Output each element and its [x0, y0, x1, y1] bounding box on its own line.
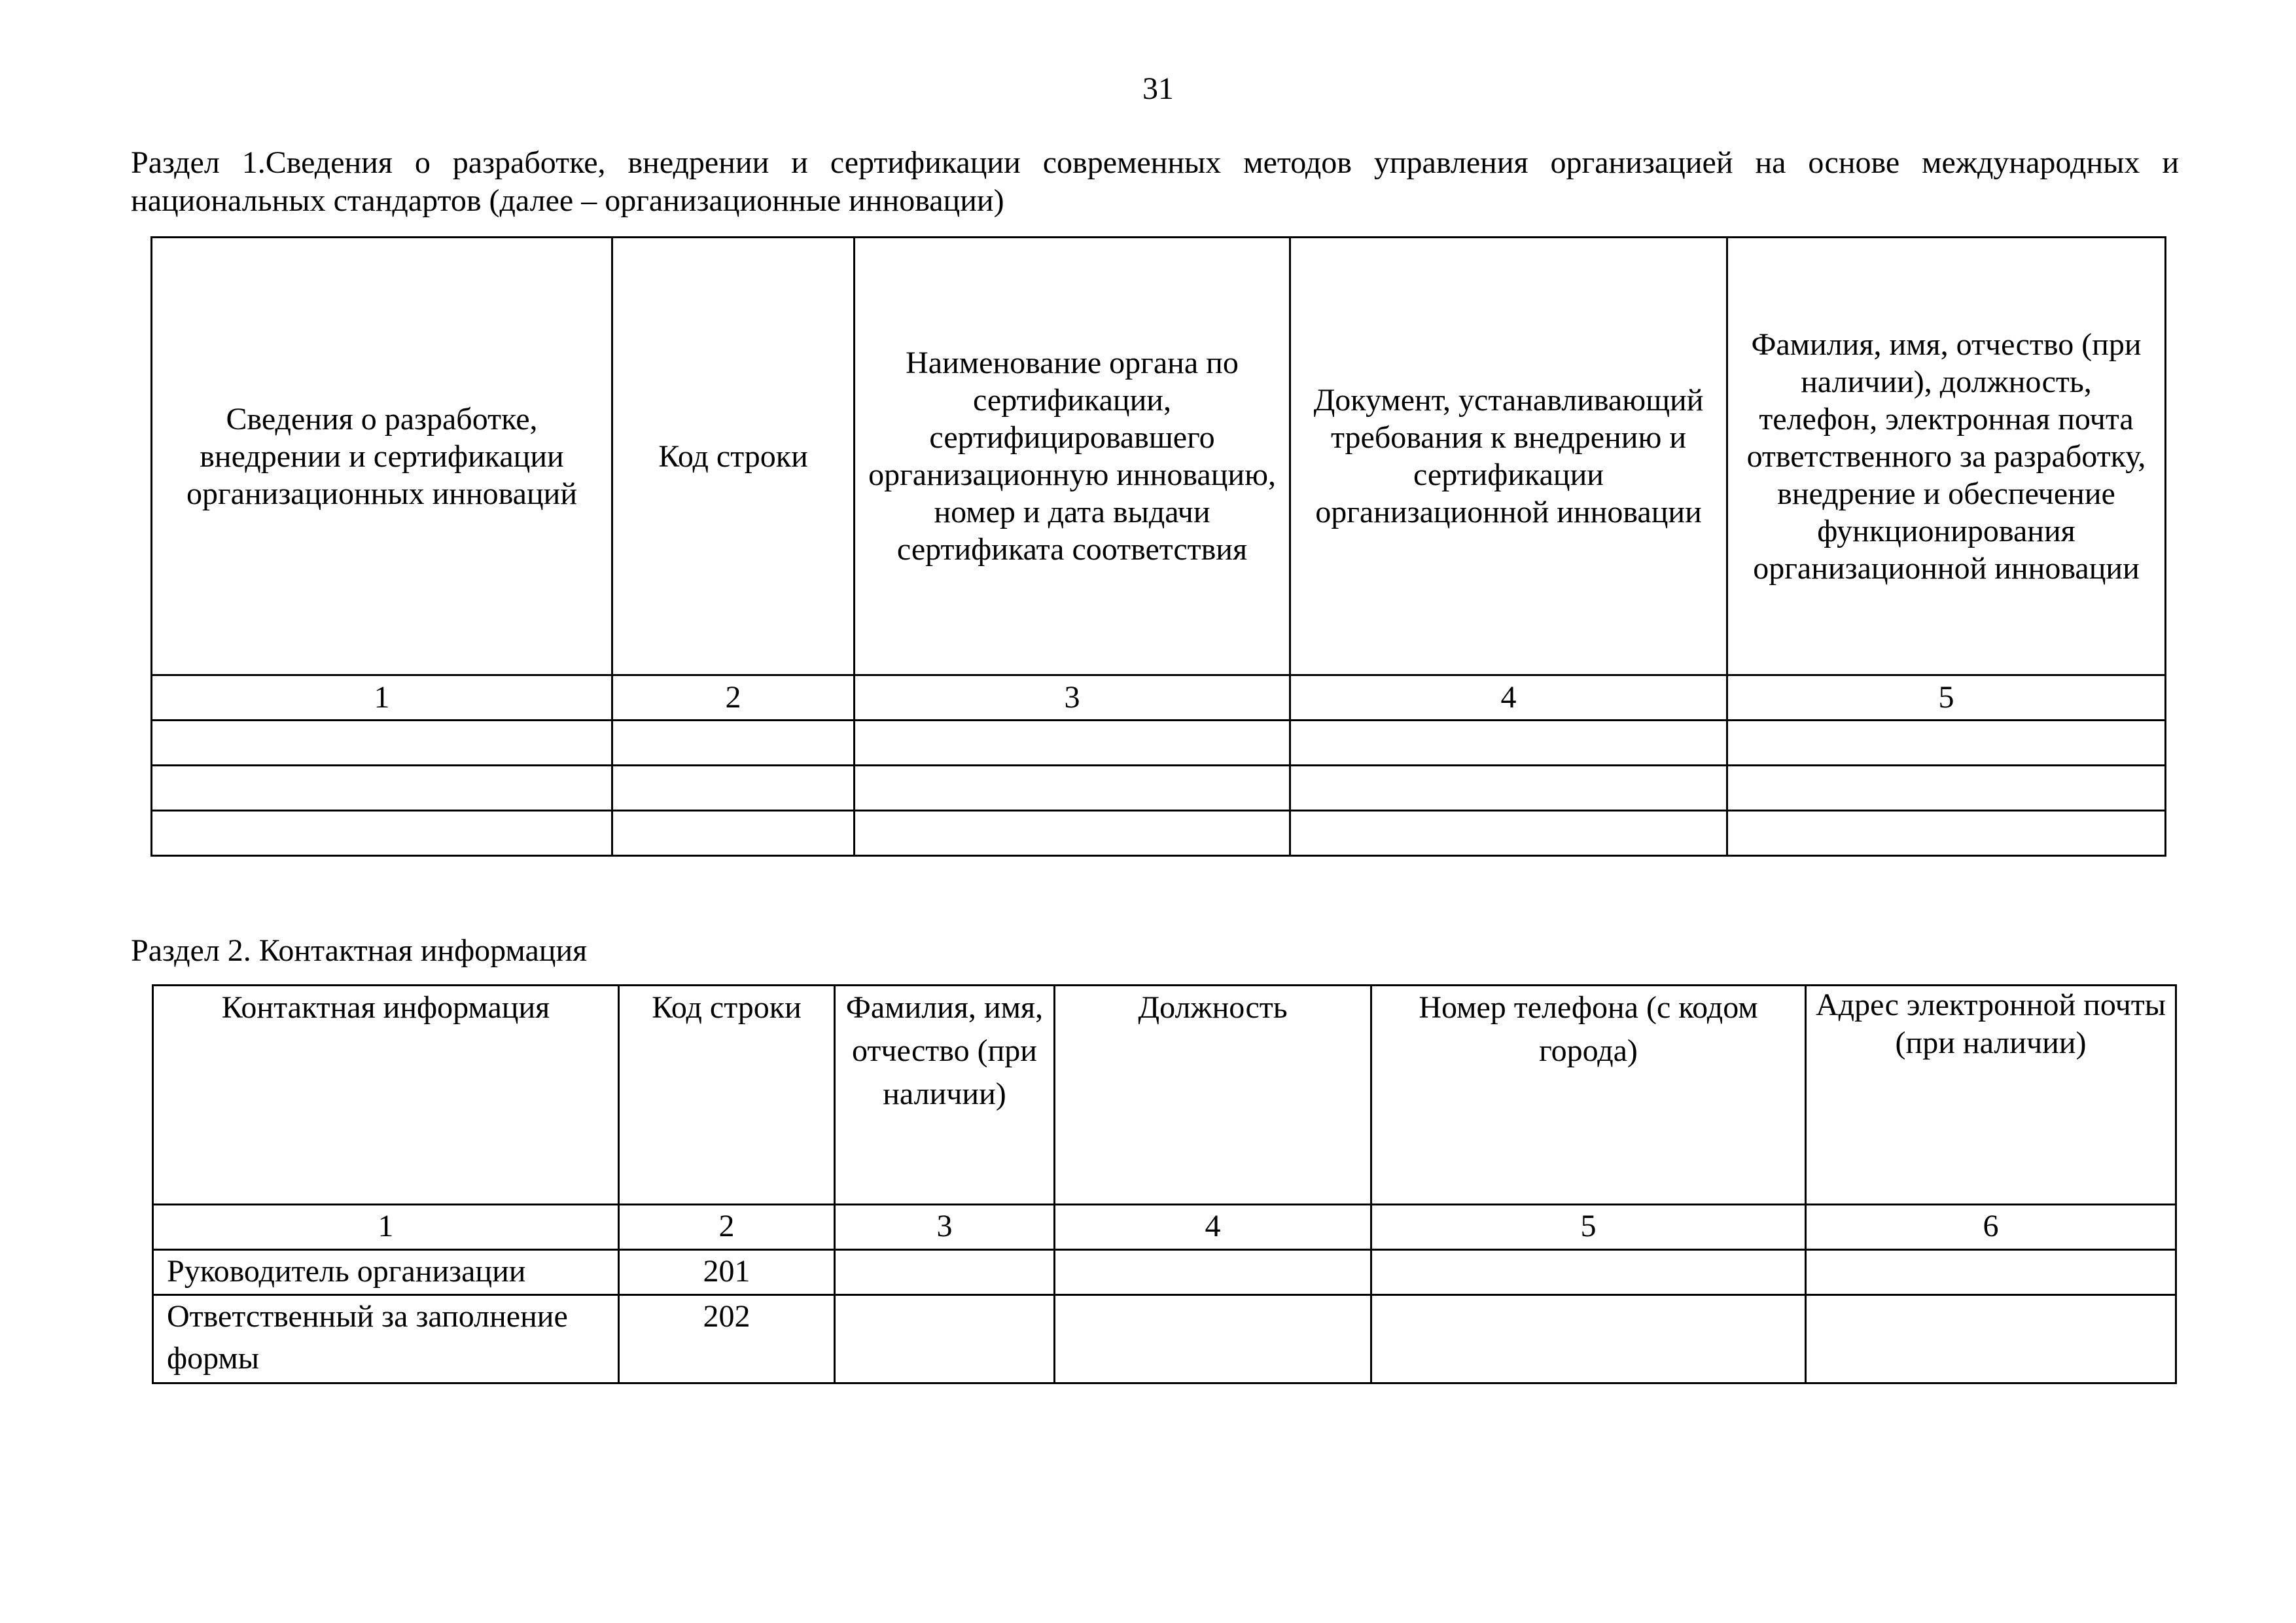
column-number: 5: [1371, 1205, 1806, 1250]
section2-title: Раздел 2. Контактная информация: [131, 933, 588, 968]
column-number: 2: [619, 1205, 835, 1250]
column-number: 1: [152, 675, 612, 721]
header-cell: Номер телефона (с кодом города): [1371, 986, 1806, 1205]
empty-cell[interactable]: [1806, 1250, 2176, 1295]
column-number: 2: [612, 675, 855, 721]
header-cell: Документ, устанавливающий требования к внедрению и сертификации организационной инновации: [1290, 238, 1727, 675]
column-number: 4: [1055, 1205, 1371, 1250]
table-row: [152, 766, 2166, 811]
empty-cell[interactable]: [152, 721, 612, 766]
column-number-row: [152, 675, 2166, 721]
empty-cell[interactable]: [1290, 766, 1727, 811]
empty-cell[interactable]: [1727, 721, 2166, 766]
empty-cell[interactable]: [855, 766, 1290, 811]
empty-cell[interactable]: [1371, 1295, 1806, 1383]
table-row: [152, 721, 2166, 766]
column-number-row: [153, 1205, 2176, 1250]
section1-table: [150, 236, 2166, 857]
column-number: 5: [1727, 675, 2166, 721]
row-label: Руководитель организации: [153, 1250, 619, 1295]
row-label: Ответственный за заполнение формы: [153, 1295, 619, 1383]
row-code: 201: [619, 1250, 835, 1295]
header-cell: Наименование органа по сертификации, сертифицировавшего организационную инновацию, номер и дата выдачи сертификата соответствия: [855, 238, 1290, 675]
empty-cell[interactable]: [835, 1250, 1055, 1295]
column-number: 3: [855, 675, 1290, 721]
header-cell: Фамилия, имя, отчество (при наличии): [835, 986, 1055, 1205]
header-cell: Код строки: [612, 238, 855, 675]
header-cell: Должность: [1055, 986, 1371, 1205]
empty-cell[interactable]: [1055, 1295, 1371, 1383]
empty-cell[interactable]: [152, 811, 612, 856]
empty-cell[interactable]: [835, 1295, 1055, 1383]
header-cell: Контактная информация: [153, 986, 619, 1205]
table-row: [153, 1250, 2176, 1295]
header-cell: Код строки: [619, 986, 835, 1205]
empty-cell[interactable]: [1371, 1250, 1806, 1295]
empty-cell[interactable]: [1290, 721, 1727, 766]
section2-table: [152, 984, 2177, 1384]
empty-cell[interactable]: [1727, 766, 2166, 811]
column-number: 6: [1806, 1205, 2176, 1250]
empty-cell[interactable]: [152, 766, 612, 811]
column-number: 1: [153, 1205, 619, 1250]
empty-cell[interactable]: [855, 811, 1290, 856]
empty-cell[interactable]: [612, 721, 855, 766]
section1-title: Раздел 1.Сведения о разработке, внедрении и сертификации современных методов управления организацией на основе международных и национальных стандартов (далее – организационные инновации): [131, 145, 2179, 218]
column-number: 3: [835, 1205, 1055, 1250]
table-header-row: [153, 986, 2176, 1205]
page-number: 31: [1142, 71, 1174, 106]
empty-cell[interactable]: [612, 811, 855, 856]
header-cell: Фамилия, имя, отчество (при наличии), должность, телефон, электронная почта ответственного за разработку, внедрение и обеспечение функционирования организационной инновации: [1727, 238, 2166, 675]
header-cell: Сведения о разработке, внедрении и сертификации организационных инноваций: [152, 238, 612, 675]
empty-cell[interactable]: [1290, 811, 1727, 856]
empty-cell[interactable]: [1727, 811, 2166, 856]
empty-cell[interactable]: [1055, 1250, 1371, 1295]
empty-cell[interactable]: [855, 721, 1290, 766]
header-cell: Адрес электронной почты (при наличии): [1806, 986, 2176, 1205]
column-number: 4: [1290, 675, 1727, 721]
empty-cell[interactable]: [612, 766, 855, 811]
empty-cell[interactable]: [1806, 1295, 2176, 1383]
row-code: 202: [619, 1295, 835, 1383]
table-header-row: [152, 238, 2166, 675]
table-row: [152, 811, 2166, 856]
table-row: [153, 1295, 2176, 1383]
